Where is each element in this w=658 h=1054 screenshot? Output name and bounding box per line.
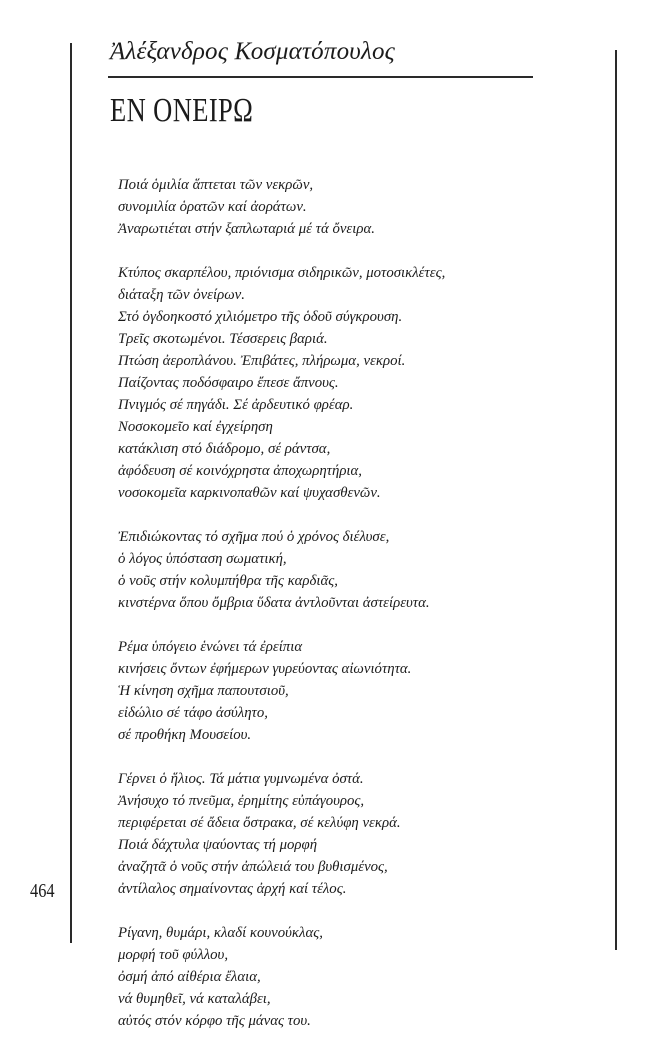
poem-line: Πνιγμός σέ πηγάδι. Σέ ἀρδευτικό φρέαρ. (118, 397, 354, 413)
author-name: Ἀλέξανδρος Κοσματόπουλος (110, 38, 396, 65)
poem-line: Νοσοκομεῖο καί ἐγχείρηση (118, 419, 273, 435)
stanza (118, 768, 608, 900)
poem-line: Παίζοντας ποδόσφαιρο ἔπεσε ἄπνους. (118, 375, 339, 391)
poem-line: Κτύπος σκαρπέλου, πριόνισμα σιδηρικῶν, μοτοσικλέτες, (118, 265, 446, 281)
poem-line: Ἀναρωτιέται στήν ξαπλωταριά μέ τά ὄνειρα. (118, 221, 375, 237)
poem-title: ΕΝ ΟΝΕΙΡΩ (110, 92, 254, 129)
poem-line: Ρίγανη, θυμάρι, κλαδί κουνούκλας, (118, 925, 323, 941)
stanza (118, 526, 608, 614)
poem-line: αὐτός στόν κόρφο τῆς μάνας του. (118, 1013, 311, 1029)
poem-line: διάταξη τῶν ὀνείρων. (118, 287, 245, 303)
page-number: 464 (30, 880, 55, 902)
poem-line: συνομιλία ὁρατῶν καί ἀοράτων. (118, 199, 307, 215)
left-margin-rule (70, 43, 72, 943)
poem-line: κινστέρνα ὅπου ὄμβρια ὕδατα ἀντλοῦνται ἀστείρευτα. (118, 595, 430, 611)
poem-line: μορφή τοῦ φύλλου, (118, 947, 229, 963)
header-divider (108, 76, 533, 78)
poem-line: κινήσεις ὄντων ἐφήμερων γυρεύοντας αἰωνιότητα. (118, 661, 412, 677)
stanza (118, 174, 608, 240)
poem-line: Ποιά ὁμιλία ἅπτεται τῶν νεκρῶν, (118, 177, 314, 193)
poem-line: ἀντίλαλος σημαίνοντας ἀρχή καί τέλος. (118, 881, 347, 897)
poem-line: ὁ νοῦς στήν κολυμπήθρα τῆς καρδιᾶς, (118, 573, 338, 589)
stanza (118, 922, 608, 1032)
poem-line: Στό ὀγδοηκοστό χιλιόμετρο τῆς ὁδοῦ σύγκρουση. (118, 309, 403, 325)
poem-line: ὁ λόγος ὑπόσταση σωματική, (118, 551, 287, 567)
poem-line: Ρέμα ὑπόγειο ἑνώνει τά ἐρείπια (118, 639, 303, 655)
poem-line: σέ προθήκη Μουσείου. (118, 727, 252, 743)
stanza (118, 636, 608, 746)
poem-line: Ἡ κίνηση σχῆμα παπουτσιοῦ, (118, 683, 289, 699)
poem-line: περιφέρεται σέ ἄδεια ὄστρακα, σέ κελύφη νεκρά. (118, 815, 401, 831)
poem-line: εἰδώλιο σέ τάφο ἀσύλητο, (118, 705, 268, 721)
poem-line: ἀναζητᾶ ὁ νοῦς στήν ἀπώλειά του βυθισμένος, (118, 859, 388, 875)
poem-line: ὀσμή ἀπό αἰθέρια ἔλαια, (118, 969, 261, 985)
poem-line: Ποιά δάχτυλα ψαύοντας τή μορφή (118, 837, 318, 853)
poem-line: Γέρνει ὁ ἥλιος. Τά μάτια γυμνωμένα ὀστά. (118, 771, 364, 787)
stanza (118, 262, 608, 504)
right-margin-rule (615, 50, 617, 950)
poem-line: Τρεῖς σκοτωμένοι. Τέσσερεις βαριά. (118, 331, 328, 347)
poem-line: νοσοκομεῖα καρκινοπαθῶν καί ψυχασθενῶν. (118, 485, 381, 501)
poem-body (118, 174, 608, 1054)
poem-line: κατάκλιση στό διάδρομο, σέ ράντσα, (118, 441, 331, 457)
poem-line: Ἀνήσυχο τό πνεῦμα, ἐρημίτης εὐπάγουρος, (118, 793, 365, 809)
poem-line: Πτώση ἀεροπλάνου. Ἐπιβάτες, πλήρωμα, νεκροί. (118, 353, 406, 369)
poem-line: νά θυμηθεῖ, νά καταλάβει, (118, 991, 271, 1007)
poem-line: Ἐπιδιώκοντας τό σχῆμα πού ὁ χρόνος διέλυσε, (118, 529, 390, 545)
poem-line: ἀφόδευση σέ κοινόχρηστα ἀποχωρητήρια, (118, 463, 362, 479)
